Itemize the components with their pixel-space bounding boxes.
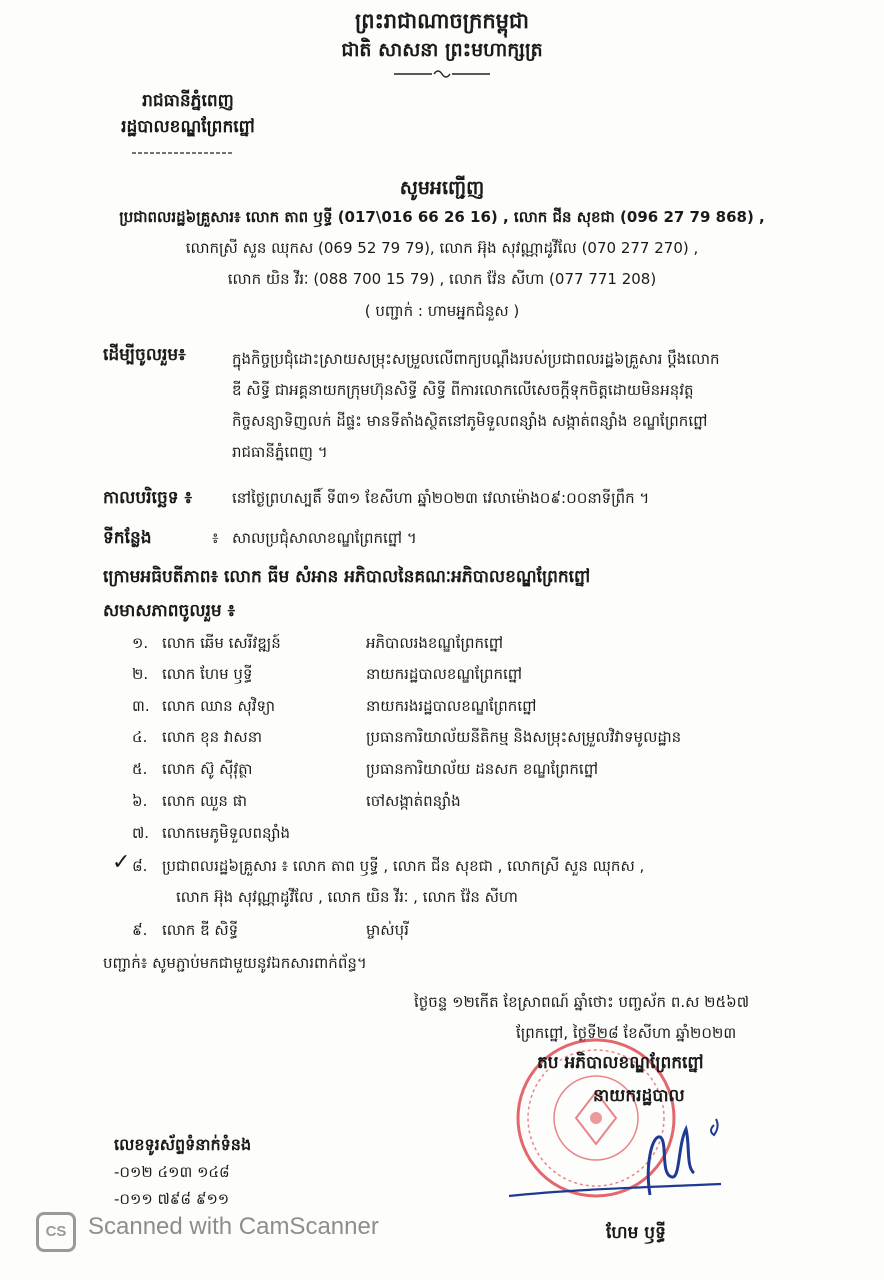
contact-phone-2: -០១១ ៧៩៨ ៩១១	[114, 1190, 230, 1208]
participant-name: លោក ស៊ូ ស៊ីវុត្ថា	[162, 760, 253, 778]
participant-num: ១.	[132, 634, 149, 652]
capital-label: រាជធានីភ្នំពេញ	[142, 91, 234, 111]
participant-name: លោក ឈាន សុវិទ្យា	[162, 697, 276, 715]
invitation-note: ( បញ្ជាក់ : ហាមអ្នកជំនួស )	[364, 302, 520, 320]
purpose-line-4: រាជធានីភ្នំពេញ ។	[232, 443, 328, 461]
participant-num: ៥.	[132, 760, 148, 778]
schedule-label: កាលបរិច្ឆេទ ៖	[103, 488, 192, 508]
participant-num: ៣.	[132, 697, 150, 715]
participant-num: ៤.	[132, 728, 148, 746]
camscanner-watermark: Scanned with CamScanner	[88, 1213, 379, 1240]
camscanner-logo-icon	[36, 1212, 76, 1252]
signature-underline	[505, 1180, 725, 1200]
contact-label: លេខទូរស័ព្ទទំនាក់ទំនង	[114, 1135, 252, 1154]
participant-num: ៨.	[132, 857, 148, 875]
participant-role: ប្រធានការិយាល័យនីតិកម្ម និងសម្រុះសម្រួលវិវាទមូលដ្ឋាន	[366, 728, 682, 746]
purpose-line-1: ក្នុងកិច្ចប្រជុំដោះស្រាយសម្រុះសម្រួលលើពាក្យបណ្តឹងរបស់ប្រជាពលរដ្ឋ៦គ្រួសារ ប្តឹងលោក	[232, 350, 720, 368]
participant-role: នាយករងរដ្ឋបាលខណ្ឌព្រែកព្នៅ	[366, 697, 537, 715]
invitation-title: សូមអញ្ជើញ	[399, 177, 485, 199]
location-label: ទីកន្លែង	[103, 528, 152, 548]
participant-num: ៩.	[132, 921, 148, 939]
participant-name: លោក ហែម ឫទ្ធី	[162, 665, 253, 683]
participant-num: ៦.	[132, 792, 148, 810]
invitee-line-1: ប្រជាពលរដ្ឋ៦គ្រួសារ៖ លោក តាព ឫទ្ធី (017\016 66 26 16) , លោក ជីន សុខជា (096 27 79 868) ,	[119, 208, 765, 226]
participant-name: លោក ឌី សិទ្ធី	[162, 921, 239, 939]
participants-label: សមាសភាពចូលរួម ៖	[103, 601, 236, 621]
participant-role: ប្រធានការិយាល័យ ដនសក ខណ្ឌព្រែកព្នៅ	[366, 760, 598, 778]
national-motto: ជាតិ សាសនា ព្រះមហាក្សត្រ	[341, 39, 543, 61]
kingdom-heading: ព្រះរាជាណាចក្រកម្ពុជា	[354, 9, 529, 33]
contact-phone-1: -០១២ ៤១៣ ១៤៨	[114, 1163, 230, 1181]
purpose-label: ដើម្បីចូលរួម៖	[103, 345, 186, 365]
on-behalf-label: តប អភិបាលខណ្ឌព្រែកព្នៅ	[537, 1053, 704, 1073]
signatory-name: ហែម ឫទ្ធី	[606, 1223, 666, 1243]
chair-line: ក្រោមអធិបតីភាព៖ លោក ធីម សំអាន អភិបាលនៃគណៈអភិបាលខណ្ឌព្រែកព្នៅ	[103, 567, 591, 587]
participant-name: លោក ឈួន ផា	[162, 792, 247, 810]
check-mark-icon: ✓	[112, 850, 131, 875]
purpose-line-2: ឌី សិទ្ធី ជាអគ្គនាយកក្រុមហ៊ុនសិទ្ធី សិទ្ធី ពីការលោកលើសេចក្តីទុកចិត្តដោយមិនអនុវត្ត	[232, 381, 694, 399]
participant-role: ម្ចាស់បុរី	[366, 921, 409, 939]
participant-role: នាយករដ្ឋបាលខណ្ឌព្រែកព្នៅ	[366, 665, 523, 683]
location-value: សាលប្រជុំសាលាខណ្ឌព្រែកព្នៅ ។	[232, 529, 417, 547]
camscanner-logo-text: CS	[45, 1223, 67, 1240]
lunar-date: ថ្ងៃចន្ទ ១២កើត ខែស្រាពណ៍ ឆ្នាំថោះ បញ្ចស័ក ព.ស ២៥៦៧	[414, 993, 750, 1011]
attachment-note: បញ្ជាក់៖ សូមភ្ជាប់មកជាមួយនូវឯកសារពាក់ព័ន្ធ។	[103, 954, 367, 972]
participant-num: ២.	[132, 665, 149, 683]
participant-name: លោកមេភូមិទួលពន្សាំង	[162, 824, 291, 842]
participant-role: ចៅសង្កាត់ពន្សាំង	[366, 792, 461, 810]
participant-name: លោក ខុន វាសនា	[162, 728, 262, 746]
participant-num: ៧.	[132, 824, 150, 842]
header-ornament	[392, 68, 492, 80]
invitee-line-2: លោកស្រី សួន ឈុកស (069 52 79 79), លោក អ៊ុង សុវណ្ណាដូវីលែ (070 277 270) ,	[185, 239, 699, 257]
purpose-line-3: កិច្ចសន្យាទិញលក់ ដីផ្ទះ មានទីតាំងស្ថិតនៅភូមិទួលពន្សាំង សង្កាត់ពន្សាំង ខណ្ឌព្រែកព្នៅ	[232, 412, 708, 430]
district-admin-label: រដ្ឋបាលខណ្ឌព្រែកព្នៅ	[121, 117, 255, 137]
location-colon: ៖	[212, 529, 219, 547]
participant-role: អភិបាលរងខណ្ឌព្រែកព្នៅ	[366, 634, 504, 652]
solar-date: ព្រែកព្នៅ, ថ្ងៃទី២៨ ខែសីហា ឆ្នាំ២០២៣	[516, 1024, 737, 1042]
participant-name: លោក ឆើម សេរីវឌ្ឍន៍	[162, 634, 281, 652]
signatory-title: នាយករដ្ឋបាល	[593, 1086, 685, 1106]
participant-families-line-2: លោក អ៊ុង សុវណ្ណាដូវីលែ , លោក យិន វីរៈ , លោក វ៉ែន សីហា	[176, 888, 518, 906]
participant-families-line-1: ប្រជាពលរដ្ឋ៦គ្រួសារ ៖ លោក តាព ឫទ្ធី , លោក ជីន សុខជា , លោកស្រី សួន ឈុកស ,	[162, 857, 645, 875]
office-ornament	[128, 148, 238, 158]
schedule-value: នៅថ្ងៃព្រហស្បតិ៍ ទី៣១ ខែសីហា ឆ្នាំ២០២៣ វេលាម៉ោង០៩:០០នាទីព្រឹក ។	[232, 489, 650, 507]
invitee-line-3: លោក យិន វីរៈ (088 700 15 79) , លោក វ៉ែន សីហា (077 771 208)	[227, 270, 657, 288]
